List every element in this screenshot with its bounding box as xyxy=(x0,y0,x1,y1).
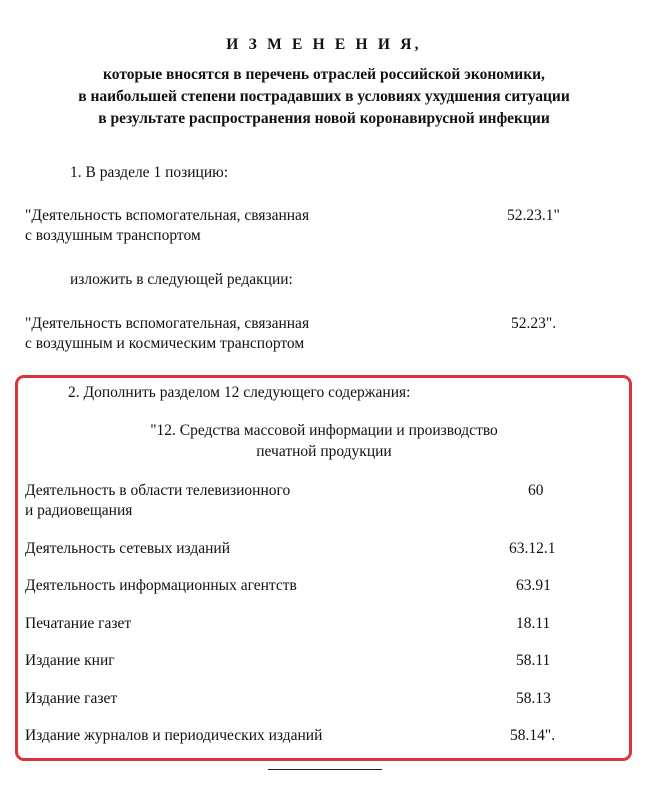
subtitle-line: которые вносятся в перечень отраслей российской экономики, xyxy=(103,66,545,83)
change1-new-name xyxy=(25,314,309,354)
list-item-code: 63.91 xyxy=(516,577,551,594)
subtitle-line: в результате распространения новой коронавирусной инфекции xyxy=(98,110,550,127)
closing-rule xyxy=(268,769,382,770)
old-name-line: с воздушным транспортом xyxy=(25,227,201,244)
item-name-line: и радиовещания xyxy=(25,502,133,519)
change1-old-code: 52.23.1" xyxy=(507,207,560,224)
old-name-line: "Деятельность вспомогательная, связанная xyxy=(25,207,310,224)
list-item-code: 18.11 xyxy=(516,615,551,632)
document-title: И З М Е Н Е Н И Я, xyxy=(226,36,422,53)
change1-instruction: изложить в следующей редакции: xyxy=(70,271,293,288)
new-name-line: с воздушным и космическим транспортом xyxy=(25,335,305,352)
list-item-code: 63.12.1 xyxy=(509,540,556,557)
section-title-line: печатной продукции xyxy=(256,443,392,460)
list-item-name: Деятельность сетевых изданий xyxy=(25,540,231,557)
list-item-name: Издание газет xyxy=(25,690,118,707)
list-item-name: Деятельность информационных агентств xyxy=(25,577,297,594)
list-item-name: Издание журналов и периодических изданий xyxy=(25,727,323,744)
list-item-name: Печатание газет xyxy=(25,615,132,632)
list-item-code: 58.13 xyxy=(516,690,551,707)
document-subtitle xyxy=(0,64,648,130)
section-12-title xyxy=(0,420,648,462)
change1-new-code: 52.23". xyxy=(511,315,557,332)
section-title-line: "12. Средства массовой информации и производство xyxy=(150,422,498,439)
new-name-line: "Деятельность вспомогательная, связанная xyxy=(25,315,310,332)
subtitle-line: в наибольшей степени пострадавших в условиях ухудшения ситуации xyxy=(78,88,570,105)
list-item-code: 58.11 xyxy=(516,652,551,669)
list-item-code: 60 xyxy=(528,482,544,499)
item-name-line: Деятельность в области телевизионного xyxy=(25,482,291,499)
change1-old-name xyxy=(25,206,309,246)
change2-intro: 2. Дополнить разделом 12 следующего содержания: xyxy=(68,384,411,401)
change1-intro: 1. В разделе 1 позицию: xyxy=(70,164,229,181)
list-item-name: Издание книг xyxy=(25,652,115,669)
list-item-name xyxy=(25,481,290,521)
list-item-code: 58.14". xyxy=(510,727,556,744)
